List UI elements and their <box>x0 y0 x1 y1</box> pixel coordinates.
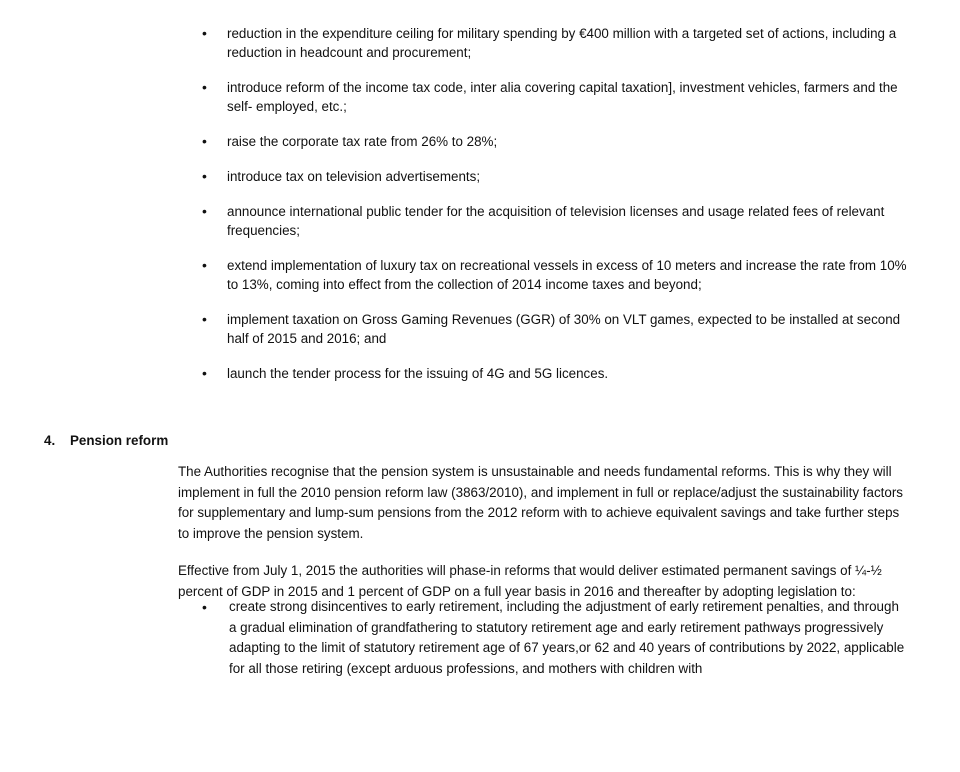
list-item <box>200 310 910 348</box>
section-heading <box>44 431 168 450</box>
list-item-text: launch the tender process for the issuing of 4G and 5G licences. <box>227 366 609 381</box>
list-item <box>200 202 910 240</box>
section-number: 4. <box>44 433 56 448</box>
bullet-icon: • <box>202 79 207 95</box>
measures-bullet-list <box>200 24 910 399</box>
list-item-text: implement taxation on Gross Gaming Revenues (GGR) of 30% on VLT games, expected to be installed at second half of 2015 and 2016; and <box>227 312 901 346</box>
bullet-icon: • <box>202 599 207 615</box>
paragraph: The Authorities recognise that the pension system is unsustainable and needs fundamental reforms. This is why they will implement in full the 2010 pension reform law (3863/2010), and implement in full or replace/adjust the sustainability factors for supplementary and lump-sum pensions from the 2012 reform with to achieve equivalent savings and take further steps to improve the pension system. <box>178 464 903 541</box>
paragraph: Effective from July 1, 2015 the authorities will phase-in reforms that would deliver estimated permanent savings of ¼-½ percent of GDP in 2015 and 1 percent of GDP on a full year basis in 2016 and thereafter by adopting legislation to: <box>178 563 882 599</box>
bullet-icon: • <box>202 311 207 327</box>
bullet-icon: • <box>202 133 207 149</box>
list-item-text: reduction in the expenditure ceiling for military spending by €400 million with a targeted set of actions, including a reduction in headcount and procurement; <box>227 26 897 60</box>
list-item-text: introduce reform of the income tax code, inter alia covering capital taxation], investment vehicles, farmers and the self- employed, etc.; <box>227 80 898 114</box>
list-item-text: create strong disincentives to early retirement, including the adjustment of early retirement penalties, and through a gradual elimination of grandfathering to statutory retirement age and early retirement pathways progressively adapting to the limit of statutory retirement age of 67 years,or 62 and 40 years of contributions by 2022, applicable for all those retiring (except arduous professions, and mothers with children with <box>229 599 905 676</box>
list-item-text: announce international public tender for the acquisition of television licenses and usage related fees of relevant frequencies; <box>227 204 885 238</box>
bullet-icon: • <box>202 168 207 184</box>
list-item <box>200 167 910 186</box>
list-item <box>200 364 910 383</box>
list-item <box>200 78 910 116</box>
bullet-icon: • <box>202 365 207 381</box>
pension-measures-list <box>202 597 907 679</box>
list-item <box>202 597 907 679</box>
bullet-icon: • <box>202 257 207 273</box>
list-item <box>200 24 910 62</box>
bullet-icon: • <box>202 203 207 219</box>
list-item <box>200 132 910 151</box>
list-item-text: introduce tax on television advertisements; <box>227 169 481 184</box>
list-item-text: raise the corporate tax rate from 26% to 28%; <box>227 134 498 149</box>
list-item-text: extend implementation of luxury tax on recreational vessels in excess of 10 meters and increase the rate from 10% to 13%, coming into effect from the collection of 2014 income taxes and beyond; <box>227 258 907 292</box>
bullet-icon: • <box>202 25 207 41</box>
list-item <box>200 256 910 294</box>
section-title: Pension reform <box>70 433 169 448</box>
